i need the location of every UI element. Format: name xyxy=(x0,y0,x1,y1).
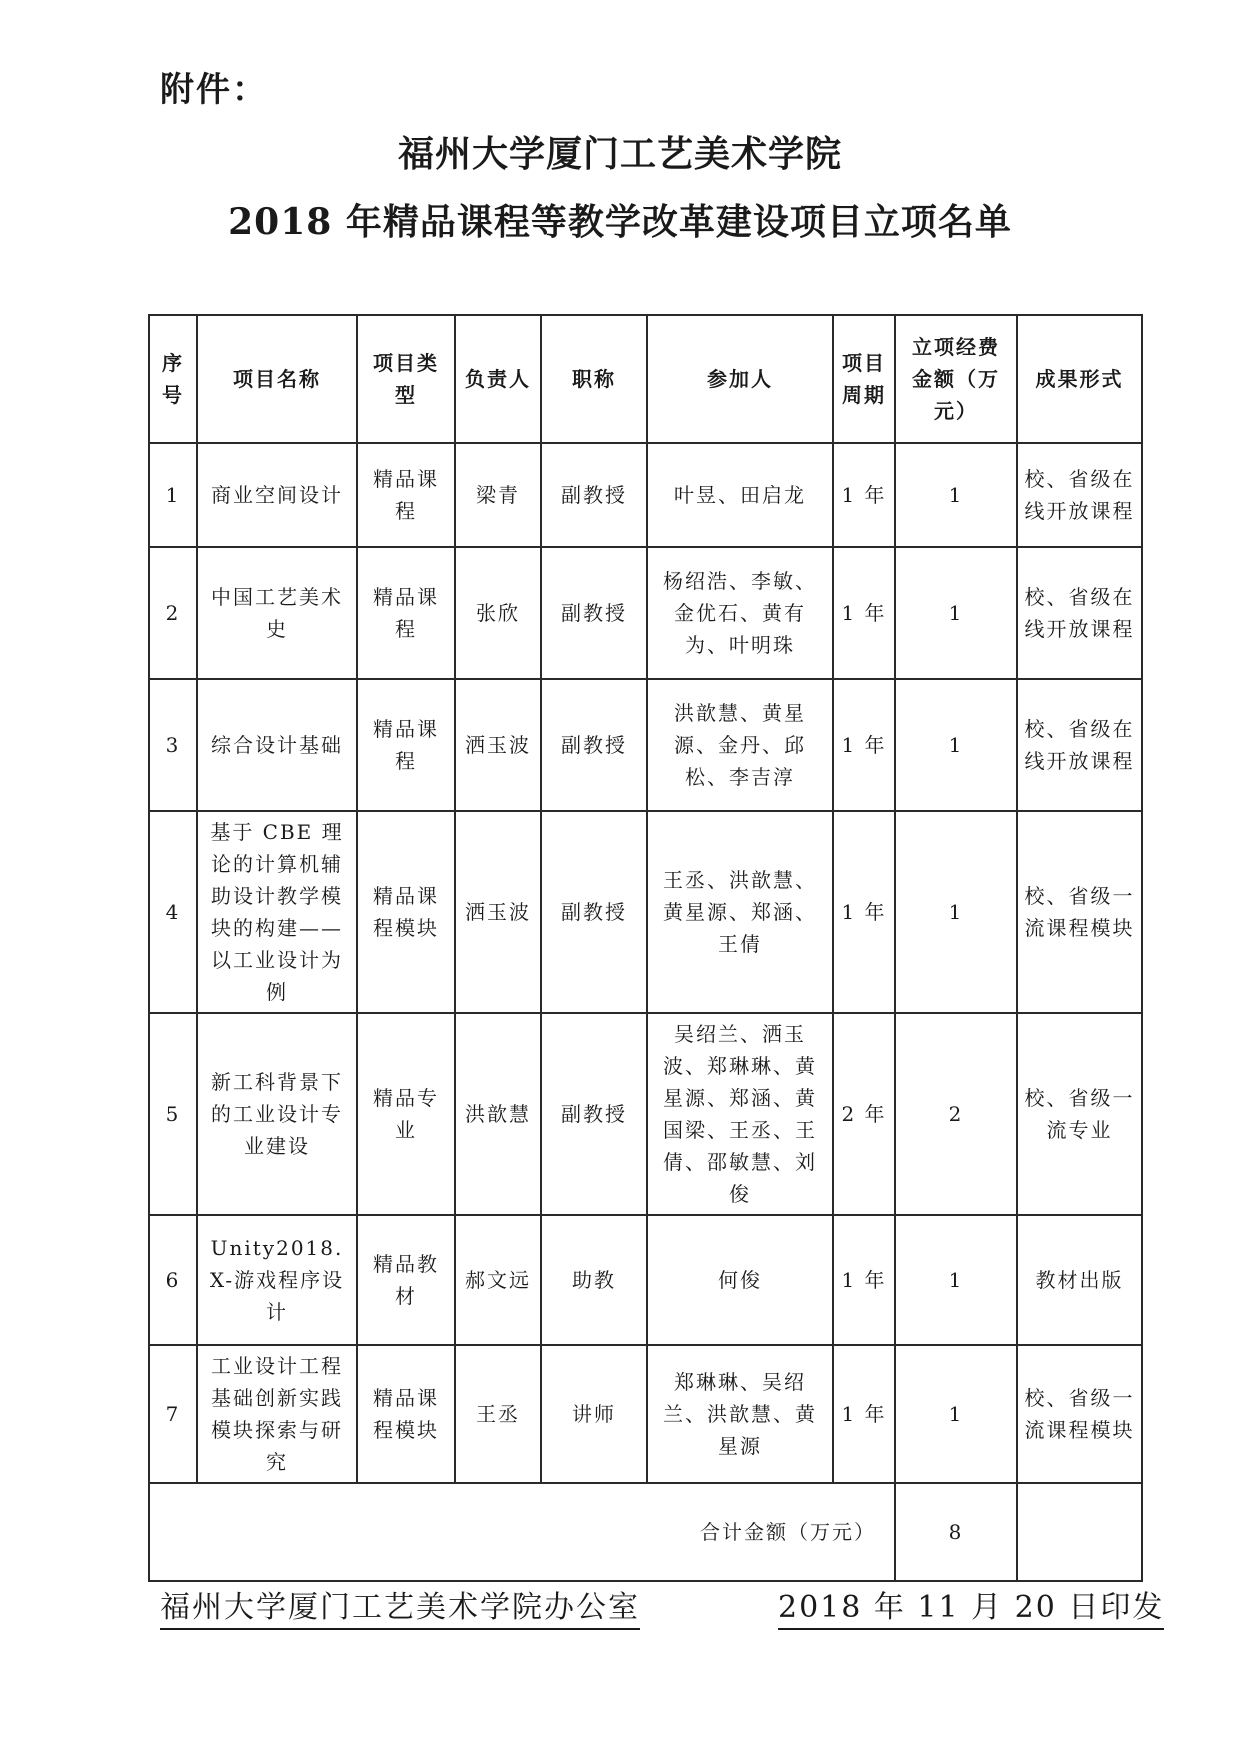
table-row xyxy=(149,1215,1142,1345)
cell-funding: 1 xyxy=(895,547,1017,679)
table-total-row xyxy=(149,1483,1142,1581)
cell-participants: 洪歆慧、黄星源、金丹、邱松、李吉淳 xyxy=(647,679,833,811)
document-title-line-2: 2018 年精品课程等教学改革建设项目立项名单 xyxy=(228,201,1012,243)
table-row xyxy=(149,811,1142,1013)
cell-type: 精品专业 xyxy=(357,1013,455,1215)
cell-name: 中国工艺美术史 xyxy=(197,547,357,679)
cell-index: 1 xyxy=(149,443,197,547)
cell-period: 1 年 xyxy=(833,679,895,811)
cell-rank: 讲师 xyxy=(541,1345,647,1483)
cell-outcome: 校、省级一流课程模块 xyxy=(1017,1345,1142,1483)
cell-funding: 2 xyxy=(895,1013,1017,1215)
cell-outcome: 校、省级在线开放课程 xyxy=(1017,679,1142,811)
column-header-name: 项目名称 xyxy=(197,315,357,443)
table-header-row xyxy=(149,315,1142,443)
column-header-type: 项目类型 xyxy=(357,315,455,443)
cell-rank: 助教 xyxy=(541,1215,647,1345)
cell-period: 1 年 xyxy=(833,443,895,547)
cell-rank: 副教授 xyxy=(541,547,647,679)
cell-rank: 副教授 xyxy=(541,443,647,547)
document-title-line-1: 福州大学厦门工艺美术学院 xyxy=(397,133,842,175)
cell-rank: 副教授 xyxy=(541,1013,647,1215)
cell-period: 1 年 xyxy=(833,1345,895,1483)
cell-period: 1 年 xyxy=(833,1215,895,1345)
cell-outcome: 校、省级在线开放课程 xyxy=(1017,443,1142,547)
table-row xyxy=(149,1345,1142,1483)
cell-name: 新工科背景下的工业设计专业建设 xyxy=(197,1013,357,1215)
cell-outcome: 校、省级一流专业 xyxy=(1017,1013,1142,1215)
cell-participants: 郑琳琳、吴绍兰、洪歆慧、黄星源 xyxy=(647,1345,833,1483)
attachment-label: 附件： xyxy=(160,70,268,110)
table-row xyxy=(149,1013,1142,1215)
cell-type: 精品课程模块 xyxy=(357,811,455,1013)
column-header-rank: 职称 xyxy=(541,315,647,443)
table-row xyxy=(149,679,1142,811)
cell-type: 精品课程模块 xyxy=(357,1345,455,1483)
cell-name: Unity2018.X-游戏程序设计 xyxy=(197,1215,357,1345)
cell-name: 综合设计基础 xyxy=(197,679,357,811)
total-amount-empty-cell xyxy=(1017,1483,1142,1581)
cell-participants: 叶昱、田启龙 xyxy=(647,443,833,547)
cell-type: 精品教材 xyxy=(357,1215,455,1345)
cell-index: 2 xyxy=(149,547,197,679)
cell-participants: 王丞、洪歆慧、黄星源、郑涵、王倩 xyxy=(647,811,833,1013)
cell-index: 6 xyxy=(149,1215,197,1345)
cell-funding: 1 xyxy=(895,1345,1017,1483)
cell-outcome: 校、省级一流课程模块 xyxy=(1017,811,1142,1013)
cell-leader: 王丞 xyxy=(455,1345,541,1483)
project-list-table xyxy=(148,314,1143,1582)
cell-index: 4 xyxy=(149,811,197,1013)
cell-funding: 1 xyxy=(895,443,1017,547)
cell-participants: 吴绍兰、洒玉波、郑琳琳、黄星源、郑涵、黄国梁、王丞、王倩、邵敏慧、刘俊 xyxy=(647,1013,833,1215)
cell-index: 7 xyxy=(149,1345,197,1483)
cell-funding: 1 xyxy=(895,1215,1017,1345)
cell-leader: 梁青 xyxy=(455,443,541,547)
total-amount-value: 8 xyxy=(895,1483,1017,1581)
table-row xyxy=(149,443,1142,547)
footer-issue-date: 2018 年 11 月 20 日印发 xyxy=(778,1588,1164,1630)
column-header-funding: 立项经费金额（万元） xyxy=(895,315,1017,443)
column-header-participants: 参加人 xyxy=(647,315,833,443)
cell-type: 精品课程 xyxy=(357,547,455,679)
cell-leader: 郝文远 xyxy=(455,1215,541,1345)
cell-rank: 副教授 xyxy=(541,811,647,1013)
cell-period: 1 年 xyxy=(833,811,895,1013)
cell-leader: 洒玉波 xyxy=(455,811,541,1013)
cell-name: 基于 CBE 理论的计算机辅助设计教学模块的构建——以工业设计为例 xyxy=(197,811,357,1013)
cell-type: 精品课程 xyxy=(357,679,455,811)
cell-outcome: 校、省级在线开放课程 xyxy=(1017,547,1142,679)
column-header-outcome: 成果形式 xyxy=(1017,315,1142,443)
table-row xyxy=(149,547,1142,679)
cell-type: 精品课程 xyxy=(357,443,455,547)
cell-outcome: 教材出版 xyxy=(1017,1215,1142,1345)
cell-name: 商业空间设计 xyxy=(197,443,357,547)
cell-leader: 洒玉波 xyxy=(455,679,541,811)
cell-period: 1 年 xyxy=(833,547,895,679)
cell-funding: 1 xyxy=(895,811,1017,1013)
cell-name: 工业设计工程基础创新实践模块探索与研究 xyxy=(197,1345,357,1483)
column-header-period: 项目周期 xyxy=(833,315,895,443)
cell-funding: 1 xyxy=(895,679,1017,811)
column-header-index: 序号 xyxy=(149,315,197,443)
cell-leader: 张欣 xyxy=(455,547,541,679)
cell-leader: 洪歆慧 xyxy=(455,1013,541,1215)
cell-participants: 杨绍浩、李敏、金优石、黄有为、叶明珠 xyxy=(647,547,833,679)
column-header-leader: 负责人 xyxy=(455,315,541,443)
cell-index: 5 xyxy=(149,1013,197,1215)
cell-period: 2 年 xyxy=(833,1013,895,1215)
total-amount-label: 合计金额（万元） xyxy=(149,1483,895,1581)
cell-participants: 何俊 xyxy=(647,1215,833,1345)
cell-index: 3 xyxy=(149,679,197,811)
cell-rank: 副教授 xyxy=(541,679,647,811)
footer-issuer: 福州大学厦门工艺美术学院办公室 xyxy=(160,1588,640,1630)
